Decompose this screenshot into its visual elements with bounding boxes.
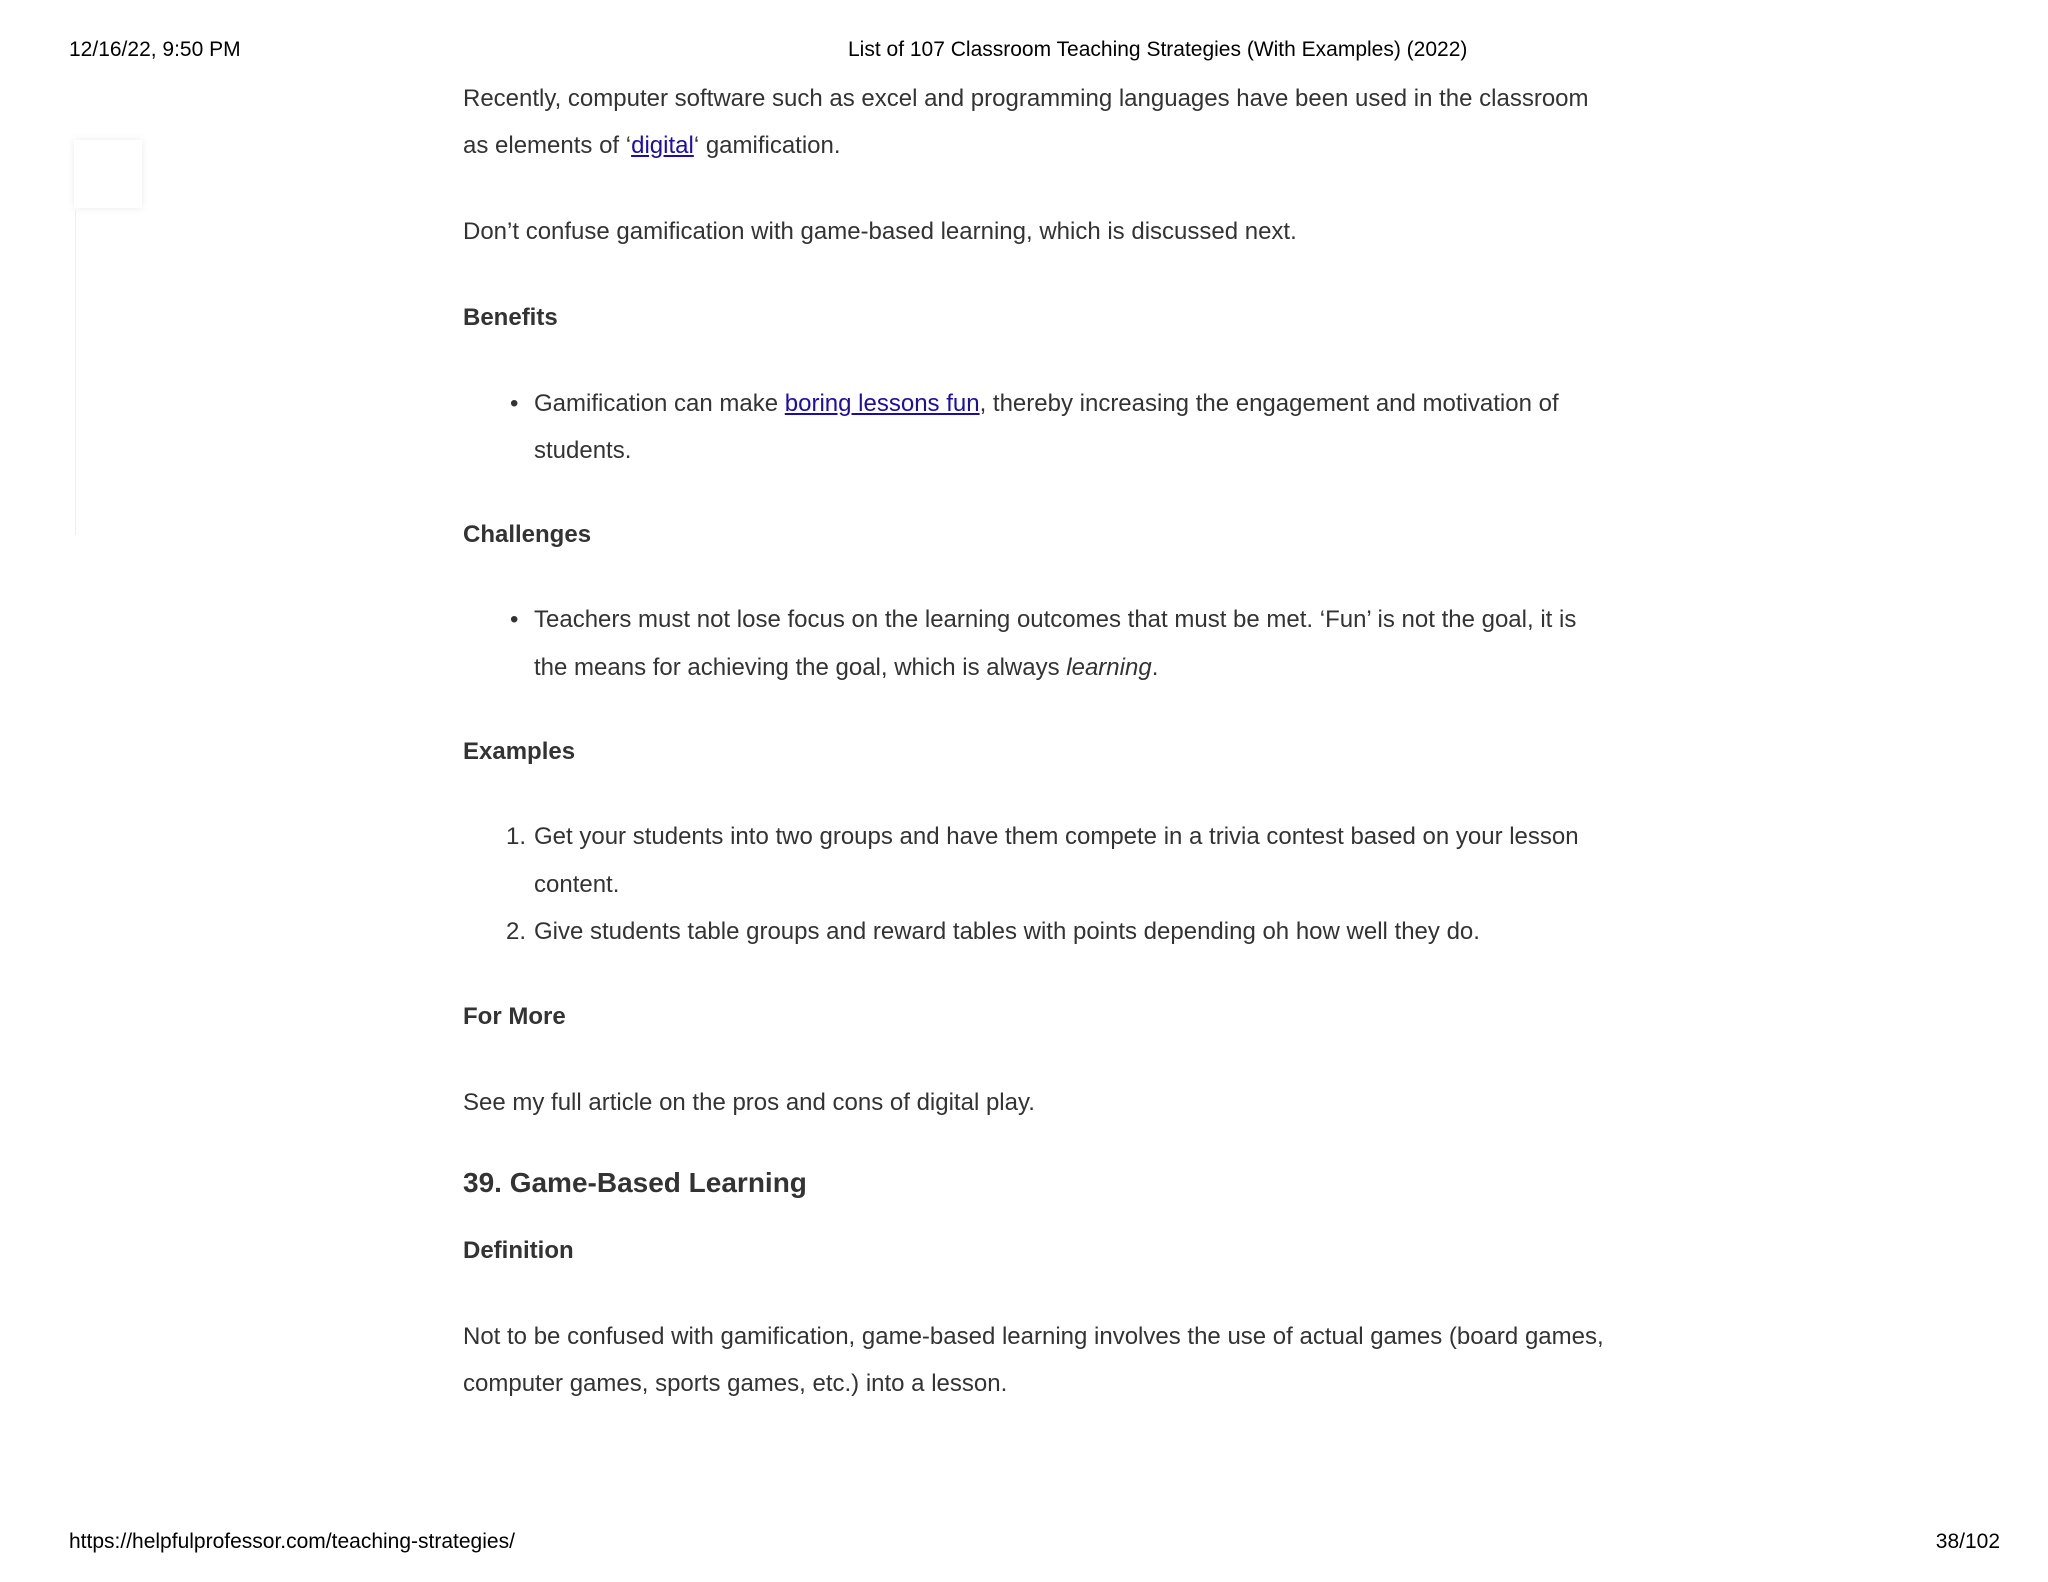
- for-more-heading: For More: [463, 1003, 566, 1030]
- sidebar-widget: [74, 140, 142, 208]
- sidebar-divider: [75, 210, 76, 535]
- section-heading-game-based-learning: 39. Game-Based Learning: [463, 1167, 807, 1198]
- definition-heading: Definition: [463, 1237, 574, 1264]
- intro-paragraph-line-2: [463, 122, 841, 169]
- examples-heading: Examples: [463, 738, 576, 765]
- intro-paragraph-line-1: Recently, computer software such as excel and programming languages have been used in the classroom: [463, 85, 1589, 112]
- print-page-title: List of 107 Classroom Teaching Strategies (With Examples) (2022): [848, 38, 1468, 61]
- benefit-text-end: , thereby increasing the engagement and motivation of: [979, 390, 1559, 417]
- challenge-list-item: [510, 596, 1577, 643]
- challenge-list-item-line-2: [534, 644, 1158, 691]
- dont-confuse-paragraph: Don’t confuse gamification with game-based learning, which is discussed next.: [463, 218, 1297, 245]
- benefit-list-item-line-2: students.: [534, 437, 632, 464]
- list-number: 2.: [506, 918, 527, 945]
- definition-paragraph-line-2: computer games, sports games, etc.) into a lesson.: [463, 1370, 1008, 1397]
- example-list-item-2: [506, 908, 1480, 955]
- print-datetime: 12/16/22, 9:50 PM: [69, 38, 241, 61]
- digital-link[interactable]: digital: [631, 132, 694, 159]
- benefit-list-item: [510, 380, 1559, 427]
- bullet: •: [510, 606, 519, 633]
- example-2-text: Give students table groups and reward tables with points depending oh how well they do.: [534, 918, 1480, 945]
- bullet: •: [510, 390, 519, 417]
- for-more-paragraph: See my full article on the pros and cons of digital play.: [463, 1089, 1035, 1116]
- example-list-item-1: [506, 813, 1579, 860]
- print-page-number: 38/102: [1935, 1530, 2000, 1553]
- challenge-text: Teachers must not lose focus on the learning outcomes that must be met. ‘Fun’ is not the goal, it is: [534, 606, 1577, 633]
- example-1-text: Get your students into two groups and have them compete in a trivia contest based on your lesson: [534, 823, 1579, 850]
- challenge-text-2: the means for achieving the goal, which is always: [534, 654, 1067, 681]
- print-url: https://helpfulprofessor.com/teaching-strategies/: [69, 1530, 515, 1553]
- benefit-text: Gamification can make: [534, 390, 785, 417]
- period: .: [1151, 654, 1159, 681]
- list-number: 1.: [506, 823, 527, 850]
- intro-text: as elements of ‘: [463, 132, 632, 159]
- example-list-item-1-line-2: content.: [534, 871, 620, 898]
- definition-paragraph-line-1: Not to be confused with gamification, game-based learning involves the use of actual games (board games,: [463, 1323, 1604, 1350]
- benefits-heading: Benefits: [463, 304, 558, 331]
- intro-text-end: ‘ gamification.: [693, 132, 841, 159]
- emphasis-learning: learning: [1066, 654, 1152, 681]
- boring-lessons-fun-link[interactable]: boring lessons fun: [784, 390, 980, 417]
- challenges-heading: Challenges: [463, 521, 592, 548]
